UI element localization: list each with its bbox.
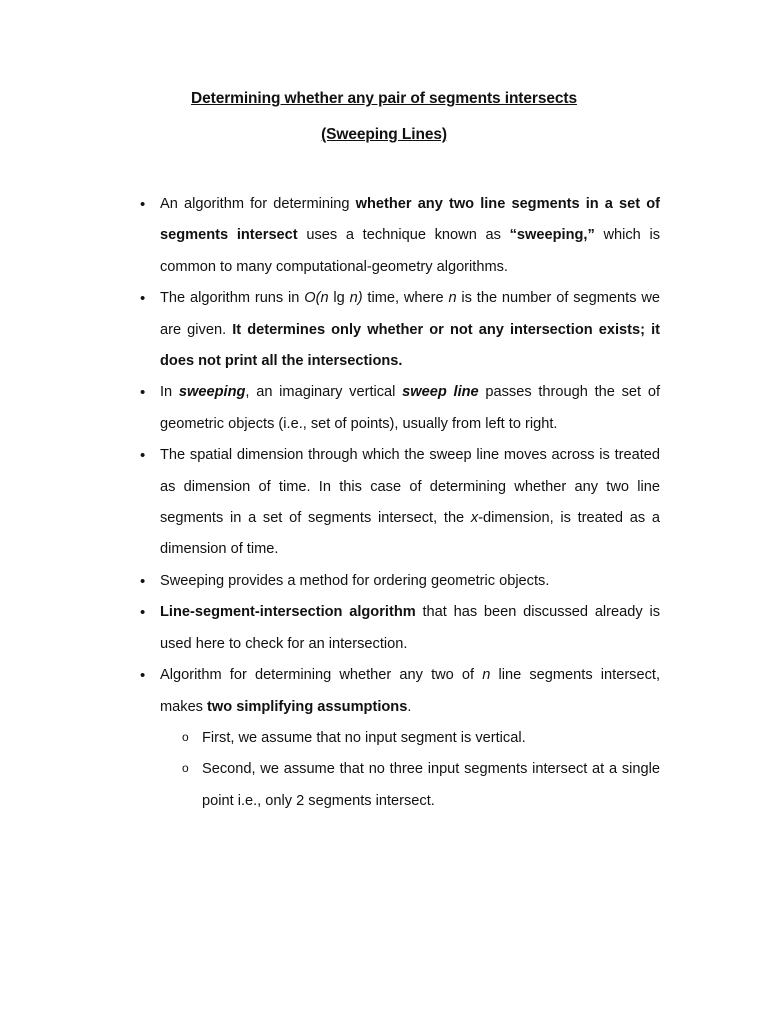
italic-run: x — [470, 510, 479, 527]
text-run: An algorithm for determining — [160, 196, 356, 212]
italic-run: n — [448, 290, 457, 307]
text-run: uses a technique known as — [297, 227, 510, 244]
sub-bullet-item-1: o First, we assume that no input segment is vertical. — [202, 723, 660, 754]
bold-italic-run: sweeping — [178, 384, 246, 401]
text-run: In — [160, 384, 179, 401]
bullet-item-7 — [160, 660, 660, 817]
bullet-item-3 — [160, 377, 660, 440]
text-run: Algorithm for determining whether any two of — [160, 667, 483, 684]
text-run: that has been discussed already is used here to check for an intersection. — [160, 604, 660, 652]
text-run: , an imaginary vertical — [245, 384, 403, 401]
sub-bullet-item-2: o Second, we assume that no three input segments intersect at a single point i.e., only 2 segments intersect. — [202, 754, 660, 817]
bold-run: It determines only whether or not any intersection exists; it does not print all the intersections. — [160, 321, 660, 370]
bullet-item-6 — [160, 597, 660, 660]
italic-run: O(n — [304, 290, 329, 307]
text-run: The algorithm runs in — [160, 290, 305, 307]
bullet-list — [160, 189, 660, 817]
bullet-item-2 — [160, 283, 660, 377]
bullet-item-5 — [160, 566, 660, 597]
bold-run: whether any two line segments in a set of segments intersect — [160, 196, 660, 244]
document-subtitle: (Sweeping Lines) — [321, 126, 447, 143]
text-run: The spatial dimension through which the sweep line moves across is treated as dimension of time. In this case of determining whether any two line segments in a set of segments intersect, the — [160, 447, 660, 527]
text-run: which is common to many computational-geometry algorithms. — [160, 227, 660, 275]
text-run: passes through the set of geometric objects (i.e., set of points), usually from left to right. — [160, 384, 661, 432]
bold-italic-run: sweep line — [402, 384, 479, 401]
bold-run: two simplifying assumptions — [207, 698, 408, 715]
sub-bullet-list — [160, 723, 660, 817]
bullet-item-1 — [160, 189, 660, 283]
text-run: line segments intersect, makes — [160, 667, 660, 715]
bullet-item-4 — [160, 440, 660, 566]
text-run: time, where — [362, 290, 449, 307]
text-run: -dimension, is treated as a dimension of time. — [160, 510, 660, 558]
bold-run: “sweeping,” — [509, 227, 595, 244]
italic-run: n) — [349, 290, 363, 307]
text-run: Sweeping provides a method for ordering geometric objects. — [160, 572, 550, 589]
bold-run: Line-segment-intersection algorithm — [160, 604, 416, 621]
text-run: . — [407, 698, 412, 715]
text-run: is the number of segments we are given. — [160, 290, 660, 338]
text-run: lg — [328, 290, 350, 307]
italic-run: n — [482, 667, 491, 684]
document-title: Determining whether any pair of segments intersects — [191, 90, 577, 107]
